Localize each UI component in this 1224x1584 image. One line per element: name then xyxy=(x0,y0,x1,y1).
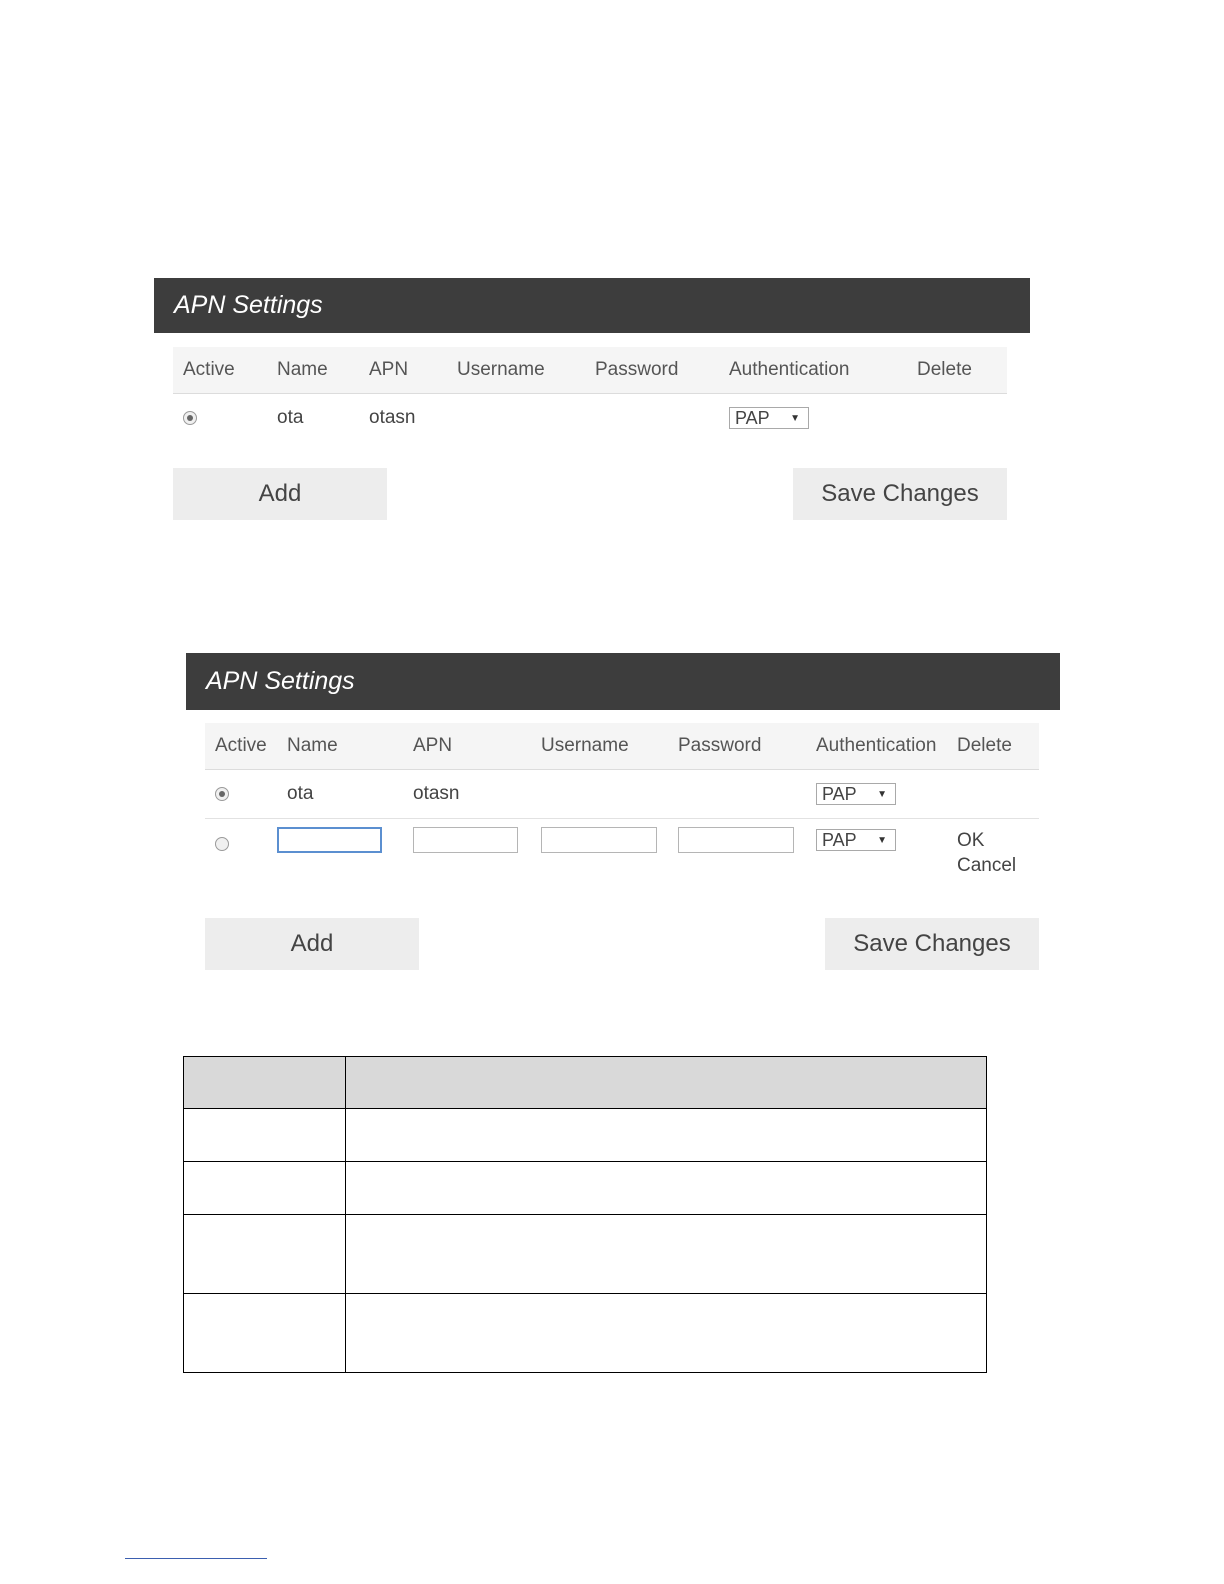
authentication-value: PAP xyxy=(822,783,857,804)
apn-settings-panel-2 xyxy=(186,653,1060,983)
description-cell xyxy=(184,1162,346,1215)
column-header-name: Name xyxy=(267,347,359,394)
active-radio[interactable] xyxy=(215,787,229,801)
password-input[interactable] xyxy=(678,827,794,853)
profile-name: ota xyxy=(277,407,304,428)
cancel-link[interactable]: Cancel xyxy=(957,855,1017,876)
apn-input[interactable] xyxy=(413,827,518,853)
active-radio[interactable] xyxy=(215,837,229,851)
panel-title: APN Settings xyxy=(154,278,1030,333)
profile-username xyxy=(531,770,668,819)
column-header-authentication: Authentication xyxy=(719,347,907,394)
column-header-username: Username xyxy=(531,723,668,770)
profile-name: ota xyxy=(277,770,403,819)
add-button[interactable]: Add xyxy=(173,468,387,520)
column-header-active: Active xyxy=(205,723,277,770)
column-header-apn: APN xyxy=(403,723,531,770)
username-input[interactable] xyxy=(541,827,657,853)
description-cell xyxy=(346,1294,987,1373)
column-header-apn: APN xyxy=(359,347,447,394)
apn-table xyxy=(205,723,1039,895)
description-cell xyxy=(184,1109,346,1162)
column-header-name: Name xyxy=(277,723,403,770)
delete-cell xyxy=(947,770,1039,819)
active-radio[interactable] xyxy=(183,411,197,425)
authentication-select[interactable] xyxy=(816,829,896,851)
table-row xyxy=(205,770,1039,819)
caret-down-icon: ▼ xyxy=(877,788,887,800)
table-row-new xyxy=(205,819,1039,896)
table-row xyxy=(173,394,1007,443)
profile-password xyxy=(585,394,719,443)
description-header-cell xyxy=(346,1057,987,1109)
column-header-username: Username xyxy=(447,347,585,394)
description-cell xyxy=(184,1294,346,1373)
column-header-delete: Delete xyxy=(947,723,1039,770)
column-header-active: Active xyxy=(173,347,267,394)
column-header-password: Password xyxy=(585,347,719,394)
description-cell xyxy=(346,1162,987,1215)
profile-username xyxy=(447,394,585,443)
description-cell xyxy=(184,1215,346,1294)
apn-table xyxy=(173,347,1007,442)
column-header-delete: Delete xyxy=(907,347,1007,394)
caret-down-icon: ▼ xyxy=(877,835,887,846)
description-row xyxy=(184,1294,987,1373)
panel-title: APN Settings xyxy=(186,653,1060,710)
description-row xyxy=(184,1162,987,1215)
profile-password xyxy=(668,770,806,819)
add-button[interactable]: Add xyxy=(205,918,419,970)
caret-down-icon: ▼ xyxy=(790,412,800,424)
description-row xyxy=(184,1109,987,1162)
profile-apn: otasn xyxy=(403,770,531,819)
column-header-password: Password xyxy=(668,723,806,770)
footnote-separator xyxy=(125,1558,267,1559)
ok-link[interactable]: OK xyxy=(957,830,985,851)
authentication-value: PAP xyxy=(822,830,857,850)
save-changes-button[interactable]: Save Changes xyxy=(793,468,1007,520)
description-header-cell xyxy=(184,1057,346,1109)
name-input[interactable] xyxy=(277,827,382,853)
authentication-value: PAP xyxy=(735,407,770,428)
description-header-row xyxy=(184,1057,987,1109)
table-header-row xyxy=(173,347,1007,394)
column-header-authentication: Authentication xyxy=(806,723,947,770)
description-cell xyxy=(346,1215,987,1294)
description-cell xyxy=(346,1109,987,1162)
delete-cell xyxy=(907,394,1007,443)
save-changes-button[interactable]: Save Changes xyxy=(825,918,1039,970)
description-table xyxy=(183,1056,987,1373)
profile-apn: otasn xyxy=(369,407,416,428)
apn-settings-panel-1 xyxy=(154,278,1030,540)
description-row xyxy=(184,1215,987,1294)
authentication-select[interactable] xyxy=(729,407,809,429)
authentication-select[interactable] xyxy=(816,783,896,805)
table-header-row xyxy=(205,723,1039,770)
